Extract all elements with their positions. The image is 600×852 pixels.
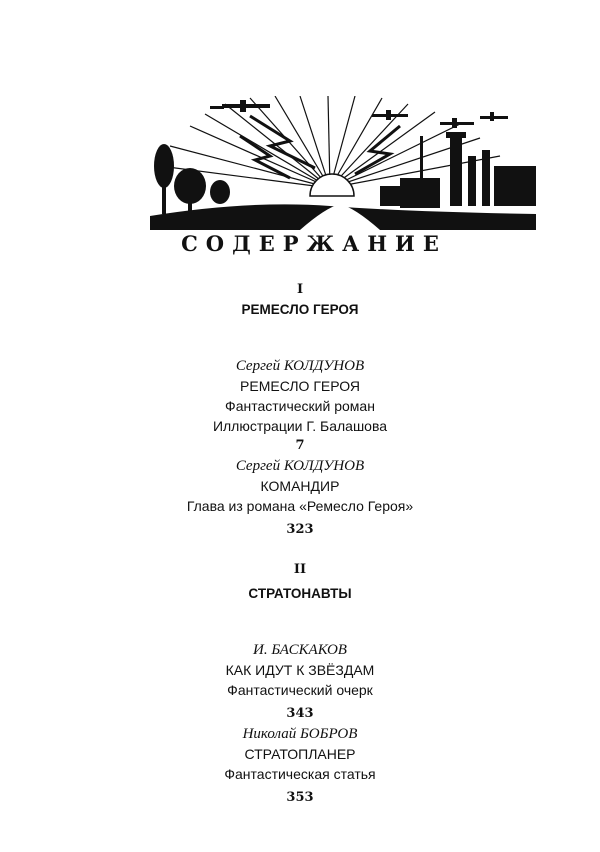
airplane-icons bbox=[210, 100, 508, 128]
entry-author: Николай БОБРОВ bbox=[242, 726, 358, 742]
factory-icon bbox=[380, 132, 536, 208]
entry-title: СТРАТОПЛАНЕР bbox=[244, 746, 356, 762]
entry-title: РЕМЕСЛО ГЕРОЯ bbox=[240, 378, 360, 394]
entry-page: 323 bbox=[286, 522, 314, 537]
entry-author: Сергей КОЛДУНОВ bbox=[235, 358, 365, 374]
entry-author: И. БАСКАКОВ bbox=[253, 642, 347, 658]
page-title: СОДЕРЖАНИЕ bbox=[181, 231, 447, 256]
entry-subtitle: Фантастический роман bbox=[225, 398, 375, 414]
entry-page: 353 bbox=[286, 790, 314, 805]
entry-page: 7 bbox=[295, 438, 305, 453]
entry-author: Сергей КОЛДУНОВ bbox=[235, 458, 365, 474]
section-numeral: I bbox=[296, 282, 304, 297]
header-illustration bbox=[150, 96, 536, 230]
toc-list bbox=[0, 280, 600, 808]
entry-page: 343 bbox=[286, 706, 314, 721]
entry-subtitle: Фантастический очерк bbox=[227, 682, 373, 698]
trees-icon bbox=[154, 144, 230, 216]
entry-title: КАК ИДУТ К ЗВЁЗДАМ bbox=[225, 662, 375, 678]
section-numeral: II bbox=[293, 562, 307, 577]
section-title: СТРАТОНАВТЫ bbox=[248, 586, 352, 601]
section-title: РЕМЕСЛО ГЕРОЯ bbox=[241, 302, 359, 317]
lightning-icons bbox=[240, 116, 400, 178]
entry-subtitle: Фантастическая статья bbox=[224, 766, 376, 782]
entry-subtitle: Глава из романа «Ремесло Героя» bbox=[186, 498, 414, 514]
entry-title: КОМАНДИР bbox=[260, 478, 340, 494]
entry-note: Иллюстрации Г. Балашова bbox=[212, 418, 388, 434]
